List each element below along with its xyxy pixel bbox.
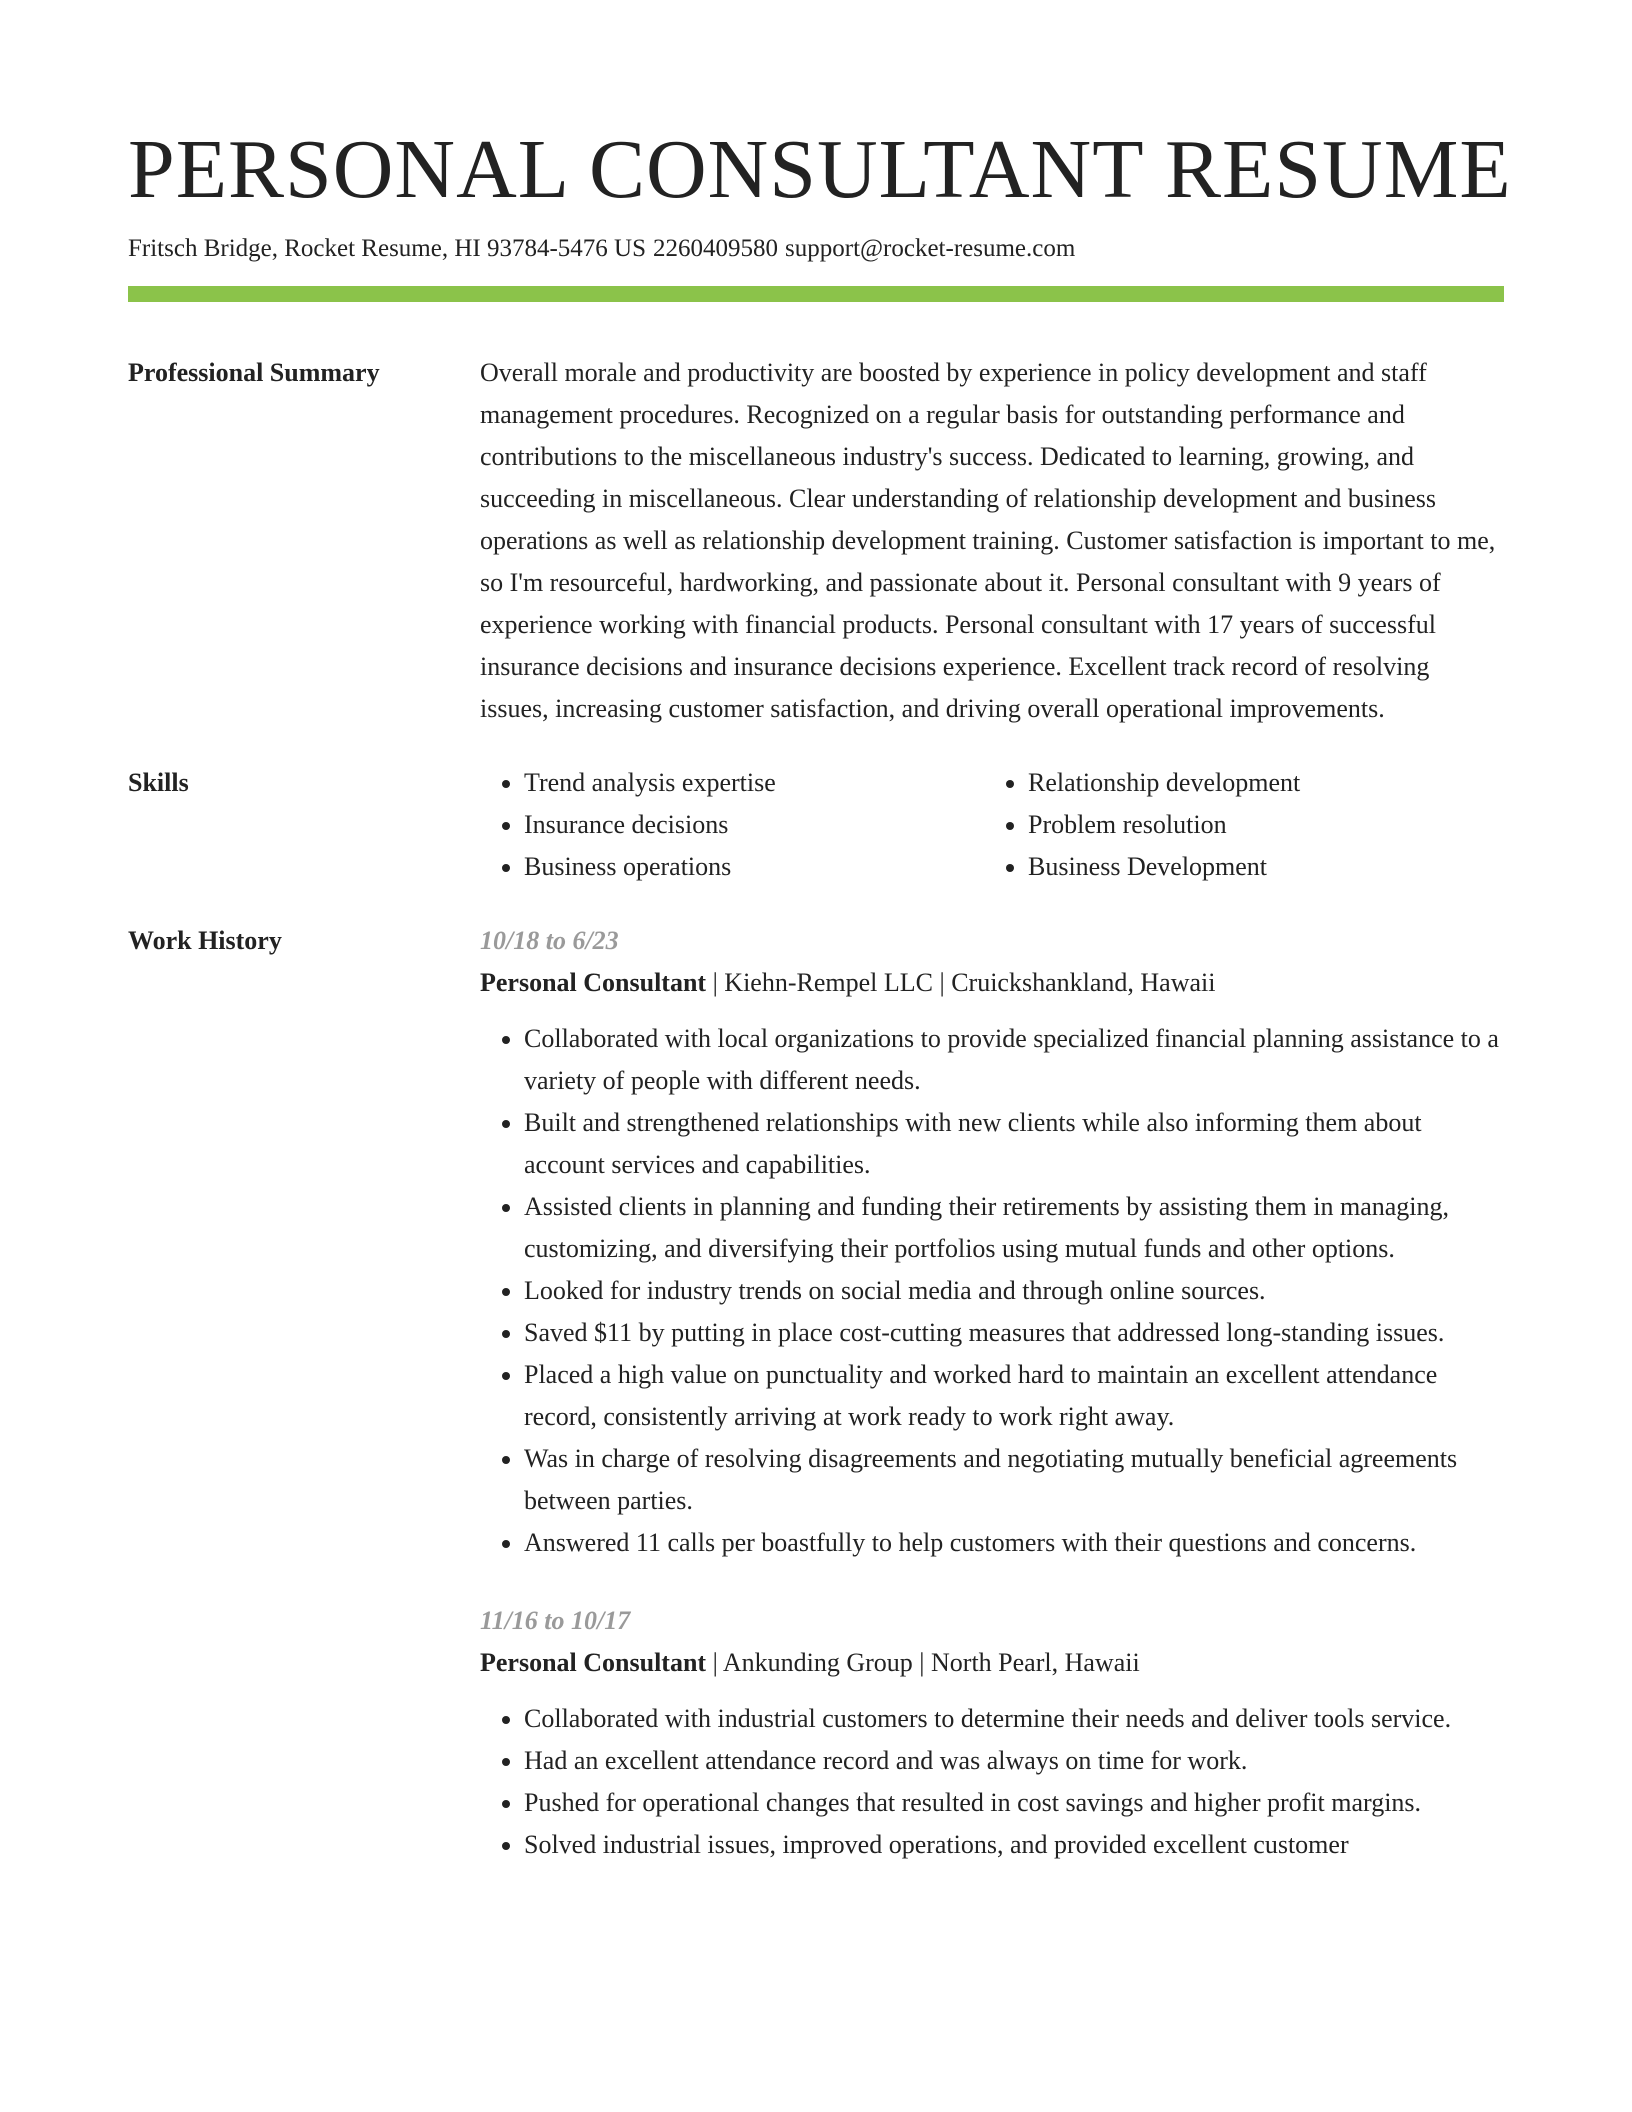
header-divider: [128, 286, 1504, 302]
job-duties: [480, 1698, 1504, 1866]
job-title: Personal Consultant: [480, 1648, 707, 1677]
job-location: North Pearl, Hawaii: [931, 1648, 1140, 1677]
duty-item: • Had an excellent attendance record and was always on time for work.: [524, 1740, 1504, 1782]
job-heading: [480, 1642, 1504, 1684]
job-entry: [480, 1600, 1504, 1866]
skill-item: • Insurance decisions: [524, 804, 984, 846]
skill-item: • Problem resolution: [1028, 804, 1488, 846]
duty-item: • Solved industrial issues, improved operations, and provided excellent customer: [524, 1824, 1504, 1866]
job-separator: |: [706, 1648, 723, 1677]
resume-title: PERSONAL CONSULTANT RESUME: [128, 123, 1512, 216]
job-dates: 11/16 to 10/17: [480, 1606, 631, 1635]
summary-heading: Professional Summary: [128, 358, 380, 387]
job-entry: [480, 920, 1504, 1564]
duty-item: • Saved $11 by putting in place cost-cutting measures that addressed long-standing issues.: [524, 1312, 1504, 1354]
duty-item: • Collaborated with industrial customers to determine their needs and deliver tools service.: [524, 1698, 1504, 1740]
jobs-container: [480, 920, 1504, 1866]
summary-section: [128, 352, 1504, 730]
duty-item: • Looked for industry trends on social media and through online sources.: [524, 1270, 1504, 1312]
duty-item: • Assisted clients in planning and funding their retirements by assisting them in managing, customizing, and diversifying their portfolios using mutual funds and other options.: [524, 1186, 1504, 1270]
skill-item: • Trend analysis expertise: [524, 762, 984, 804]
skill-item: • Business operations: [524, 846, 984, 888]
work-history-heading: Work History: [128, 926, 282, 955]
duty-item: • Collaborated with local organizations to provide specialized financial planning assistance to a variety of people with different needs.: [524, 1018, 1504, 1102]
duty-item: • Answered 11 calls per boastfully to help customers with their questions and concerns.: [524, 1522, 1504, 1564]
duty-item: • Was in charge of resolving disagreements and negotiating mutually beneficial agreements between parties.: [524, 1438, 1504, 1522]
job-company: Ankunding Group: [722, 1648, 913, 1677]
skill-item: • Relationship development: [1028, 762, 1488, 804]
contact-phone: 2260409580: [653, 235, 779, 262]
contact-line: [128, 232, 1504, 266]
job-separator: |: [706, 968, 725, 997]
job-company: Kiehn-Rempel LLC: [724, 968, 933, 997]
skills-list-left: [480, 762, 984, 888]
job-title: Personal Consultant: [480, 968, 707, 997]
job-separator: |: [912, 1648, 932, 1677]
job-dates: 10/18 to 6/23: [480, 926, 619, 955]
skills-heading: Skills: [128, 768, 189, 797]
skills-list-right: [984, 762, 1488, 888]
contact-address: Fritsch Bridge, Rocket Resume, HI 93784-5476 US: [128, 235, 647, 262]
work-history-section: [128, 920, 1504, 1866]
contact-email: support@rocket-resume.com: [785, 235, 1076, 262]
duty-item: • Placed a high value on punctuality and worked hard to maintain an excellent attendance record, consistently arriving at work ready to work right away.: [524, 1354, 1504, 1438]
skill-item: • Business Development: [1028, 846, 1488, 888]
job-location: Cruickshankland, Hawaii: [951, 968, 1216, 997]
job-duties: [480, 1018, 1504, 1564]
resume-page: [128, 120, 1512, 1866]
duty-item: • Pushed for operational changes that resulted in cost savings and higher profit margins.: [524, 1782, 1504, 1824]
summary-text: Overall morale and productivity are boosted by experience in policy development and staff management procedures. Recognized on a regular basis for outstanding performance and contributions to the miscellaneous industry's success. Dedicated to learning, growing, and succeeding in miscellaneous. Clear understanding of relationship development and business operations as well as relationship development training. Customer satisfaction is important to me, so I'm resourceful, hardworking, and passionate about it. Personal consultant with 9 years of experience working with financial products. Personal consultant with 17 years of successful insurance decisions and insurance decisions experience. Excellent track record of resolving issues, increasing customer satisfaction, and driving overall operational improvements.: [480, 358, 1496, 723]
skills-section: [128, 762, 1504, 888]
job-heading: [480, 962, 1504, 1004]
job-separator: |: [932, 968, 952, 997]
duty-item: • Built and strengthened relationships with new clients while also informing them about account services and capabilities.: [524, 1102, 1504, 1186]
